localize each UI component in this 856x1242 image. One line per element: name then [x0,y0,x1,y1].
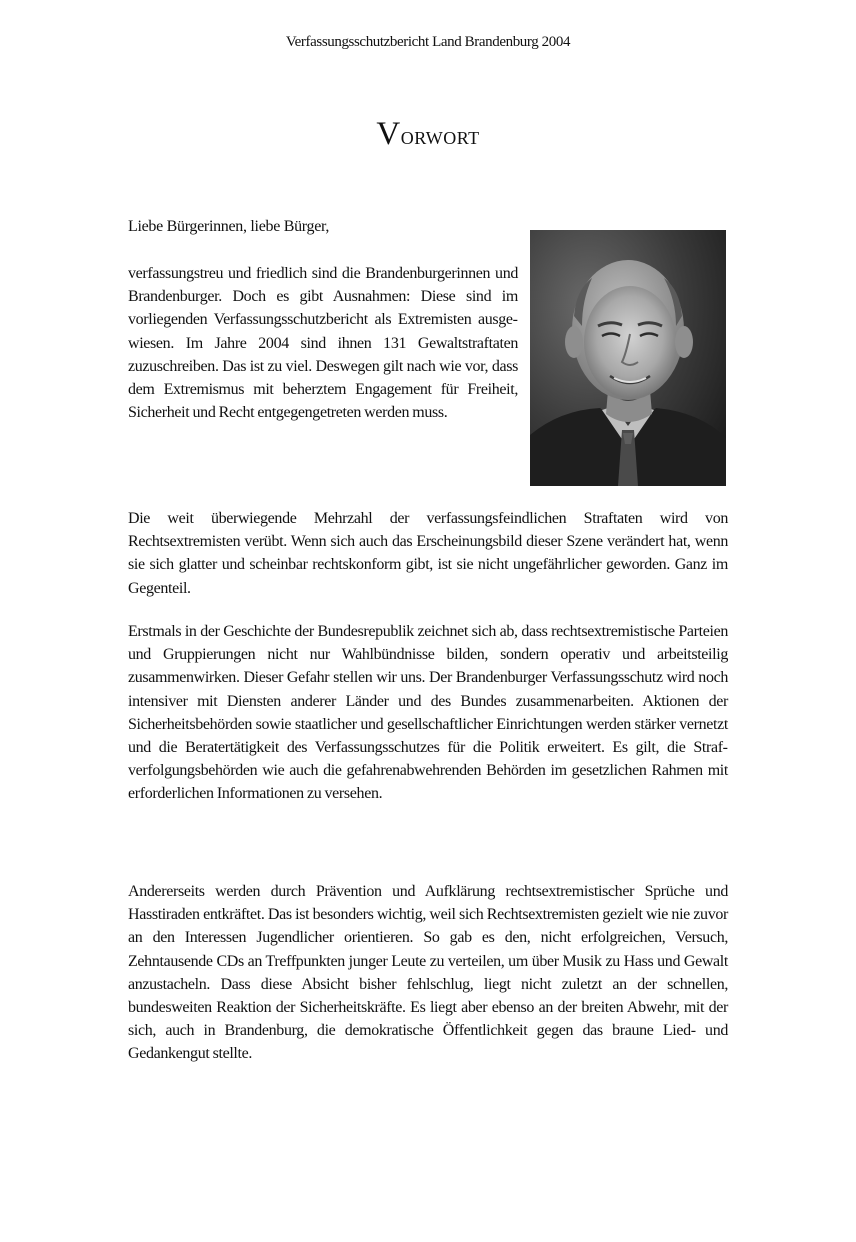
paragraph-3: Erstmals in der Geschichte der Bundesrepublik zeichnet sich ab, dass rechtsextremistische Parteien und Gruppierungen nicht nur Wahlbündnisse bilden, sondern operativ und arbeitsteilig zusammenwirken. Dieser Gefahr stellen wir uns. Der Brandenburger Verfassungsschutz wird noch intensiver mit Diensten anderer Länder und des Bundes zusammenarbeiten. Aktionen der Sicherheitsbehörden sowie staatlicher und gesellschaftlicher Einrichtungen werden stärker vernetzt und die Beratertätigkeit des Verfassungsschutzes für die Politik erweitert. Es gilt, die Strafverfolgungsbehörden wie auch die gefahrenabwehrenden Behörden im gesetzlichen Rahmen mit erforderlichen Informationen zu versehen. [128,623,728,803]
title-initial: V [376,116,401,152]
title-rest: orwort [400,123,480,150]
paragraph-1: verfassungstreu und friedlich sind die Brandenburgerinnen und Brandenburger. Doch es gibt Ausnahmen: Diese sind im vorliegenden Verfassungsschutzbericht als Extremisten ausgewiesen. Im Jahre 2004 sind ihnen 131 Gewaltstraftaten zuzuschreiben. Das ist zu viel. Deswegen gilt nach wie vor, dass dem Extremismus mit beherztem Engagement für Freiheit, Sicherheit und Recht entgegengetreten werden muss. [128,265,518,422]
paragraph-4: Andererseits werden durch Prävention und Aufklärung rechtsextremistischer Sprüche und Hasstiraden entkräftet. Das ist besonders wichtig, weil sich Rechtsextremisten gezielt wie nie zuvor an den Interessen Jugendlicher orientieren. So gab es den, nicht erfolgreichen, Versuch, Zehntausende CDs an Treffpunkten junger Leute zu verteilen, um über Musik zu Hass und Gewalt anzustacheln. Dass diese Absicht bisher fehlschlug, liegt nicht zuletzt an der schnellen, bundesweiten Reaktion der Sicherheitskräfte. Es liegt aber ebenso an der breiten Abwehr, mit der sich, auch in Brandenburg, die demokratische Öffentlichkeit gegen das braune Lied- und Gedankengut stellte. [128,883,728,1063]
page-title [0,116,856,153]
salutation: Liebe Bürgerinnen, liebe Bürger, [128,218,330,235]
portrait-photo [530,230,726,486]
paragraph-2: Die weit überwiegende Mehrzahl der verfassungsfeindlichen Straftaten wird von Rechtsextremisten verübt. Wenn sich auch das Erscheinungsbild dieser Szene verändert hat, wenn sie sich glatter und scheinbar rechtskonform gibt, ist sie nicht ungefährlicher geworden. Ganz im Gegenteil. [128,510,728,597]
running-header: Verfassungsschutzbericht Land Brandenburg 2004 [285,34,571,50]
